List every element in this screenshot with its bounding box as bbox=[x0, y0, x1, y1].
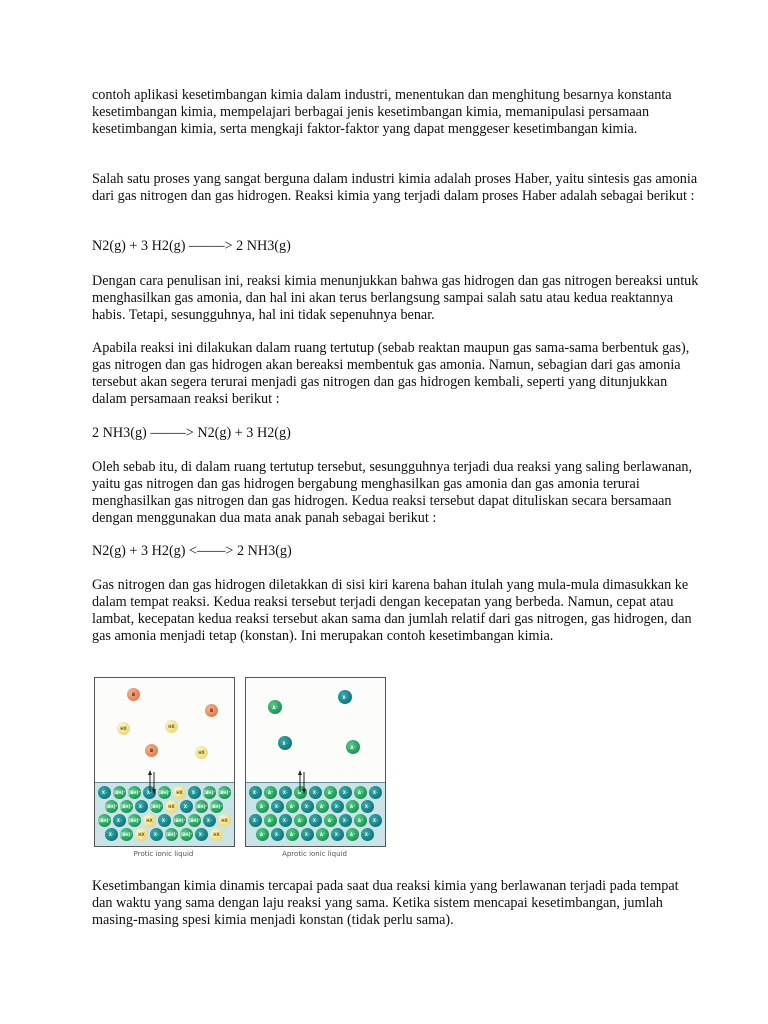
ion-particle: X⁻ bbox=[339, 786, 352, 799]
cation-molecule: A⁺ bbox=[346, 740, 360, 754]
ion-particle: A⁺ bbox=[294, 814, 307, 827]
ion-particle: HX bbox=[210, 828, 223, 841]
ion-particle: A⁺ bbox=[316, 828, 329, 841]
ion-particle: HX bbox=[218, 814, 231, 827]
ion-particle: X⁻ bbox=[331, 828, 344, 841]
paragraph-intro: contoh aplikasi kesetimbangan kimia dalam industri, menentukan dan menghitung besarnya konstanta kesetimbangan kimia, mempelajari berbagai jenis kesetimbangan kimia, memanipulasi persamaan kesetimbangan kimia, serta mengkaji faktor-faktor yang dapat menggeser kesetimbangan kimia. bbox=[92, 87, 672, 137]
ion-particle: X⁻ bbox=[279, 814, 292, 827]
base-molecule: B bbox=[145, 744, 158, 757]
ion-particle: [BH]⁺ bbox=[203, 786, 216, 799]
ion-particle: A⁺ bbox=[346, 828, 359, 841]
acid-molecule: HX bbox=[117, 722, 130, 735]
ion-particle: X⁻ bbox=[158, 814, 171, 827]
anion-molecule: X⁻ bbox=[338, 690, 352, 704]
ion-particle: A⁺ bbox=[346, 800, 359, 813]
ion-particle: [BH]⁺ bbox=[165, 828, 178, 841]
exchange-arrows-icon bbox=[297, 770, 307, 794]
ion-particle: A⁺ bbox=[256, 800, 269, 813]
paragraph-equilibrium-example: Gas nitrogen dan gas hidrogen diletakkan di sisi kiri karena bahan itulah yang mula-mula dimasukkan ke dalam tempat reaksi. Kedua reaksi tersebut terjadi dengan kecepatan yang berbeda. Namun, cepat atau lambat, kecepatan kedua reaksi tersebut akan sama dan jumlah relatif dari gas nitrogen, gas hidrogen, dan gas amonia menjadi tetap (konstan). Ini merupakan contoh kesetimbangan kimia. bbox=[92, 577, 692, 644]
ion-particle: A⁺ bbox=[324, 814, 337, 827]
ion-particle: X⁻ bbox=[339, 814, 352, 827]
ion-particle: A⁺ bbox=[286, 828, 299, 841]
ion-particle: A⁺ bbox=[294, 786, 307, 799]
ion-particle: [BH]⁺ bbox=[120, 828, 133, 841]
ion-particle: A⁺ bbox=[264, 814, 277, 827]
aprotic-caption: Aprotic ionic liquid bbox=[282, 850, 347, 858]
ion-particle: A⁺ bbox=[316, 800, 329, 813]
ion-particle: [BH]⁺ bbox=[150, 800, 163, 813]
ion-particle: [BH]⁺ bbox=[210, 800, 223, 813]
ionic-liquid-figure bbox=[94, 677, 386, 863]
ion-particle: [BH]⁺ bbox=[218, 786, 231, 799]
acid-molecule: HX bbox=[165, 720, 178, 733]
ion-particle: [BH]⁺ bbox=[173, 814, 186, 827]
ion-particle: X⁻ bbox=[361, 828, 374, 841]
ion-particle: X⁻ bbox=[249, 814, 262, 827]
ion-particle: [BH]⁺ bbox=[158, 786, 171, 799]
paragraph-explanation: Dengan cara penulisan ini, reaksi kimia menunjukkan bahwa gas hidrogen dan gas nitrogen bereaksi untuk menghasilkan gas amonia, dan hal ini akan terus berlangsung sampai salah satu atau kedua reaktannya habis. Tetapi, sesungguhnya, hal ini tidak sepenuhnya benar. bbox=[92, 273, 699, 323]
ion-particle: [BH]⁺ bbox=[188, 814, 201, 827]
ion-particle: X⁻ bbox=[135, 800, 148, 813]
cation-molecule: A⁺ bbox=[268, 700, 282, 714]
paragraph-haber: Salah satu proses yang sangat berguna dalam industri kimia adalah proses Haber, yaitu sintesis gas amonia dari gas nitrogen dan gas hidrogen. Reaksi kimia yang terjadi dalam proses Haber adalah sebagai berikut : bbox=[92, 171, 698, 204]
ion-particle: X⁻ bbox=[361, 800, 374, 813]
ion-particle: X⁻ bbox=[203, 814, 216, 827]
exchange-arrows-icon bbox=[147, 770, 157, 794]
ion-particle: X⁻ bbox=[195, 828, 208, 841]
ion-particle: X⁻ bbox=[301, 828, 314, 841]
ion-particle: X⁻ bbox=[271, 828, 284, 841]
protic-panel bbox=[94, 677, 235, 847]
ion-particle: X⁻ bbox=[249, 786, 262, 799]
equation-forward: N2(g) + 3 H2(g) ——–> 2 NH3(g) bbox=[92, 238, 291, 254]
ion-particle: X⁻ bbox=[369, 814, 382, 827]
base-molecule: B bbox=[127, 688, 140, 701]
ion-particle: A⁺ bbox=[324, 786, 337, 799]
ion-particle: X⁻ bbox=[309, 786, 322, 799]
ion-particle: X⁻ bbox=[301, 800, 314, 813]
ion-particle: X⁻ bbox=[98, 786, 111, 799]
ion-particle: X⁻ bbox=[279, 786, 292, 799]
ion-particle: X⁻ bbox=[113, 814, 126, 827]
ion-particle: A⁺ bbox=[256, 828, 269, 841]
ion-particle: [BH]⁺ bbox=[98, 814, 111, 827]
acid-molecule: HX bbox=[195, 746, 208, 759]
ion-particle: HX bbox=[173, 786, 186, 799]
ion-particle: HX bbox=[165, 800, 178, 813]
ion-particle: X⁻ bbox=[309, 814, 322, 827]
ion-particle: [BH]⁺ bbox=[128, 814, 141, 827]
ion-particle: [BH]⁺ bbox=[105, 800, 118, 813]
ion-particle: [BH]⁺ bbox=[195, 800, 208, 813]
base-molecule: B bbox=[205, 704, 218, 717]
paragraph-two-reactions: Oleh sebab itu, di dalam ruang tertutup tersebut, sesungguhnya terjadi dua reaksi yang saling berlawanan, yaitu gas nitrogen dan gas hidrogen bergabung menghasilkan gas amonia dan gas amonia terurai menghasilkan gas nitrogen dan gas hidrogen. Kedua reaksi tersebut dapat dituliskan secara bersamaan dengan menggunakan dua mata anak panah sebagai berikut : bbox=[92, 459, 693, 526]
ion-particle: X⁻ bbox=[105, 828, 118, 841]
paragraph-closed-space: Apabila reaksi ini dilakukan dalam ruang tertutup (sebab reaktan maupun gas sama-sama berbentuk gas), gas nitrogen dan gas hidrogen akan bereaksi membentuk gas amonia. Namun, sebagian dari gas amonia tersebut akan segera terurai menjadi gas nitrogen dan gas hidrogen kembali, seperti yang ditunjukkan dalam persamaan reaksi berikut : bbox=[92, 340, 690, 407]
ion-particle: X⁻ bbox=[180, 800, 193, 813]
ion-particle: [BH]⁺ bbox=[120, 800, 133, 813]
ion-particle: X⁻ bbox=[188, 786, 201, 799]
anion-molecule: X⁻ bbox=[278, 736, 292, 750]
ion-particle: X⁻ bbox=[150, 828, 163, 841]
ion-particle: X⁻ bbox=[143, 786, 156, 799]
ion-particle: X⁻ bbox=[331, 800, 344, 813]
ion-particle: A⁺ bbox=[354, 814, 367, 827]
equation-reverse: 2 NH3(g) ——–> N2(g) + 3 H2(g) bbox=[92, 425, 291, 441]
paragraph-dynamic-equilibrium: Kesetimbangan kimia dinamis tercapai pada saat dua reaksi kimia yang berlawanan terjadi pada tempat dan waktu yang sama dengan laju reaksi yang sama. Ketika sistem mencapai kesetimbangan, jumlah masing-masing spesi kimia menjadi konstan (tidak perlu sama). bbox=[92, 878, 679, 928]
ion-particle: [BH]⁺ bbox=[180, 828, 193, 841]
ion-particle: [BH]⁺ bbox=[128, 786, 141, 799]
ion-particle: X⁻ bbox=[369, 786, 382, 799]
ion-particle: HX bbox=[135, 828, 148, 841]
ion-particle: HX bbox=[143, 814, 156, 827]
ion-particle: X⁻ bbox=[271, 800, 284, 813]
ion-particle: A⁺ bbox=[286, 800, 299, 813]
equation-equilibrium: N2(g) + 3 H2(g) <——> 2 NH3(g) bbox=[92, 543, 292, 559]
ion-particle: [BH]⁺ bbox=[113, 786, 126, 799]
aprotic-panel bbox=[245, 677, 386, 847]
ion-particle: A⁺ bbox=[264, 786, 277, 799]
protic-caption: Protic ionic liquid bbox=[133, 850, 194, 858]
ion-particle: A⁺ bbox=[354, 786, 367, 799]
